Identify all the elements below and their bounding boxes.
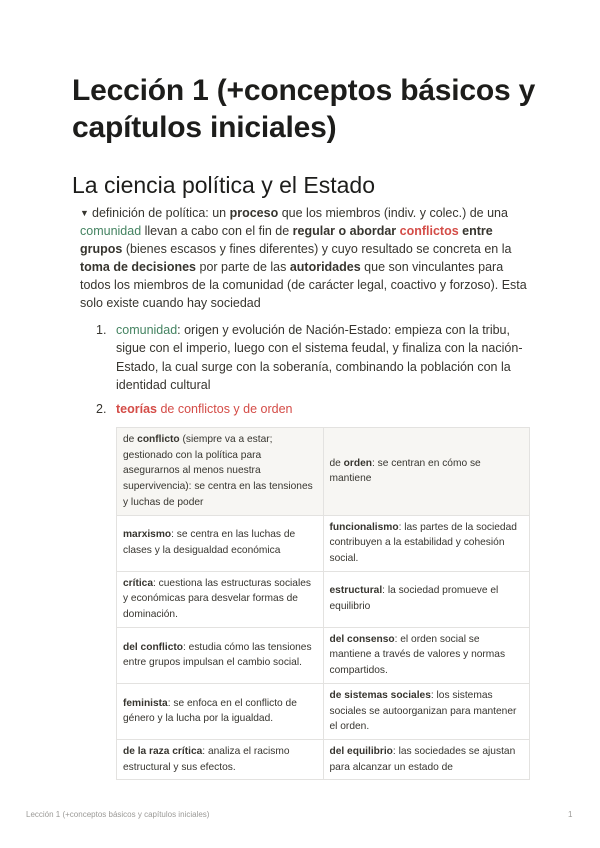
def-proceso: proceso (229, 206, 279, 220)
def-text: que los miembros (indiv. y colec.) de una (278, 206, 508, 220)
def-text: (bienes escasos y fines diferentes) y cuyo resultado se concreta en la (122, 242, 512, 256)
list-item (96, 321, 536, 394)
table-cell: del conflicto: estudia cómo las tensiones entre grupos impulsan el cambio social. (117, 627, 324, 683)
table-cell: del equilibrio: las sociedades se ajustan para alcanzar un estado de (323, 739, 530, 779)
table-cell: crítica: cuestiona las estructuras sociales y económicas para desvelar formas de dominación. (117, 571, 324, 627)
table-row (117, 571, 530, 627)
section-heading: La ciencia política y el Estado (72, 172, 376, 198)
list-number: 2. (96, 402, 107, 416)
table-cell: de sistemas sociales: los sistemas sociales se autoorganizan para mantener el orden. (323, 683, 530, 739)
table-row (117, 739, 530, 779)
table-cell: estructural: la sociedad promueve el equilibrio (323, 571, 530, 627)
table-cell: del consenso: el orden social se mantiene a través de valores y normas compartidos. (323, 627, 530, 683)
table-cell: funcionalismo: las partes de la sociedad contribuyen a la estabilidad y cohesión social. (323, 515, 530, 571)
table-header-row (117, 428, 530, 516)
footer-title: Lección 1 (+conceptos básicos y capítulos iniciales) (26, 810, 210, 819)
def-text: que son vinculantes para todos los miembros de la comunidad (de carácter legal, coactivo y forzoso). Esta solo existe cuando hay sociedad (80, 260, 527, 310)
def-text: definición de política: un (92, 206, 230, 220)
table-row (117, 627, 530, 683)
toggle-triangle-icon[interactable]: ▼ (80, 208, 89, 218)
table-cell: de orden: se centran en cómo se mantiene (323, 428, 530, 516)
table-row (117, 683, 530, 739)
page-title: Lección 1 (+conceptos básicos y capítulos iniciales) (72, 74, 536, 144)
def-text: por parte de las (196, 260, 290, 274)
list-text: : origen y evolución de Nación-Estado: empieza con la tribu, sigue con el imperio, luego con el sistema feudal, y finaliza con la nación-Estado, la cual surge con la soberanía, combinando la población con la identidad cultural (116, 323, 523, 392)
list-term: teorías (116, 402, 157, 416)
list-number: 1. (96, 323, 107, 337)
theories-table (116, 427, 530, 780)
def-text: llevan a cabo con el fin de (141, 224, 293, 238)
page-number: 1 (568, 810, 573, 819)
table-cell: de la raza crítica: analiza el racismo estructural y sus efectos. (117, 739, 324, 779)
def-conflictos: conflictos (399, 224, 459, 238)
def-regular: regular o abordar (292, 224, 397, 238)
list-item (96, 400, 536, 418)
def-comunidad: comunidad (80, 224, 142, 238)
list-text: de conflictos y de orden (157, 402, 293, 416)
table-cell: de conflicto (siempre va a estar; gestionado con la política para asegurarnos al menos nuestra supervivencia): se centra en las tensiones y luchas de poder (117, 428, 324, 516)
definition-toggle[interactable] (80, 204, 535, 312)
def-autoridades: autoridades (289, 260, 361, 274)
table-row (117, 515, 530, 571)
def-toma-decisiones: toma de decisiones (80, 260, 197, 274)
def-entre-grupos: entre grupos (80, 224, 493, 256)
list-term: comunidad (116, 323, 178, 337)
table-cell: feminista: se enfoca en el conflicto de género y la lucha por la igualdad. (117, 683, 324, 739)
table-cell: marxismo: se centra en las luchas de clases y la desigualdad económica (117, 515, 324, 571)
